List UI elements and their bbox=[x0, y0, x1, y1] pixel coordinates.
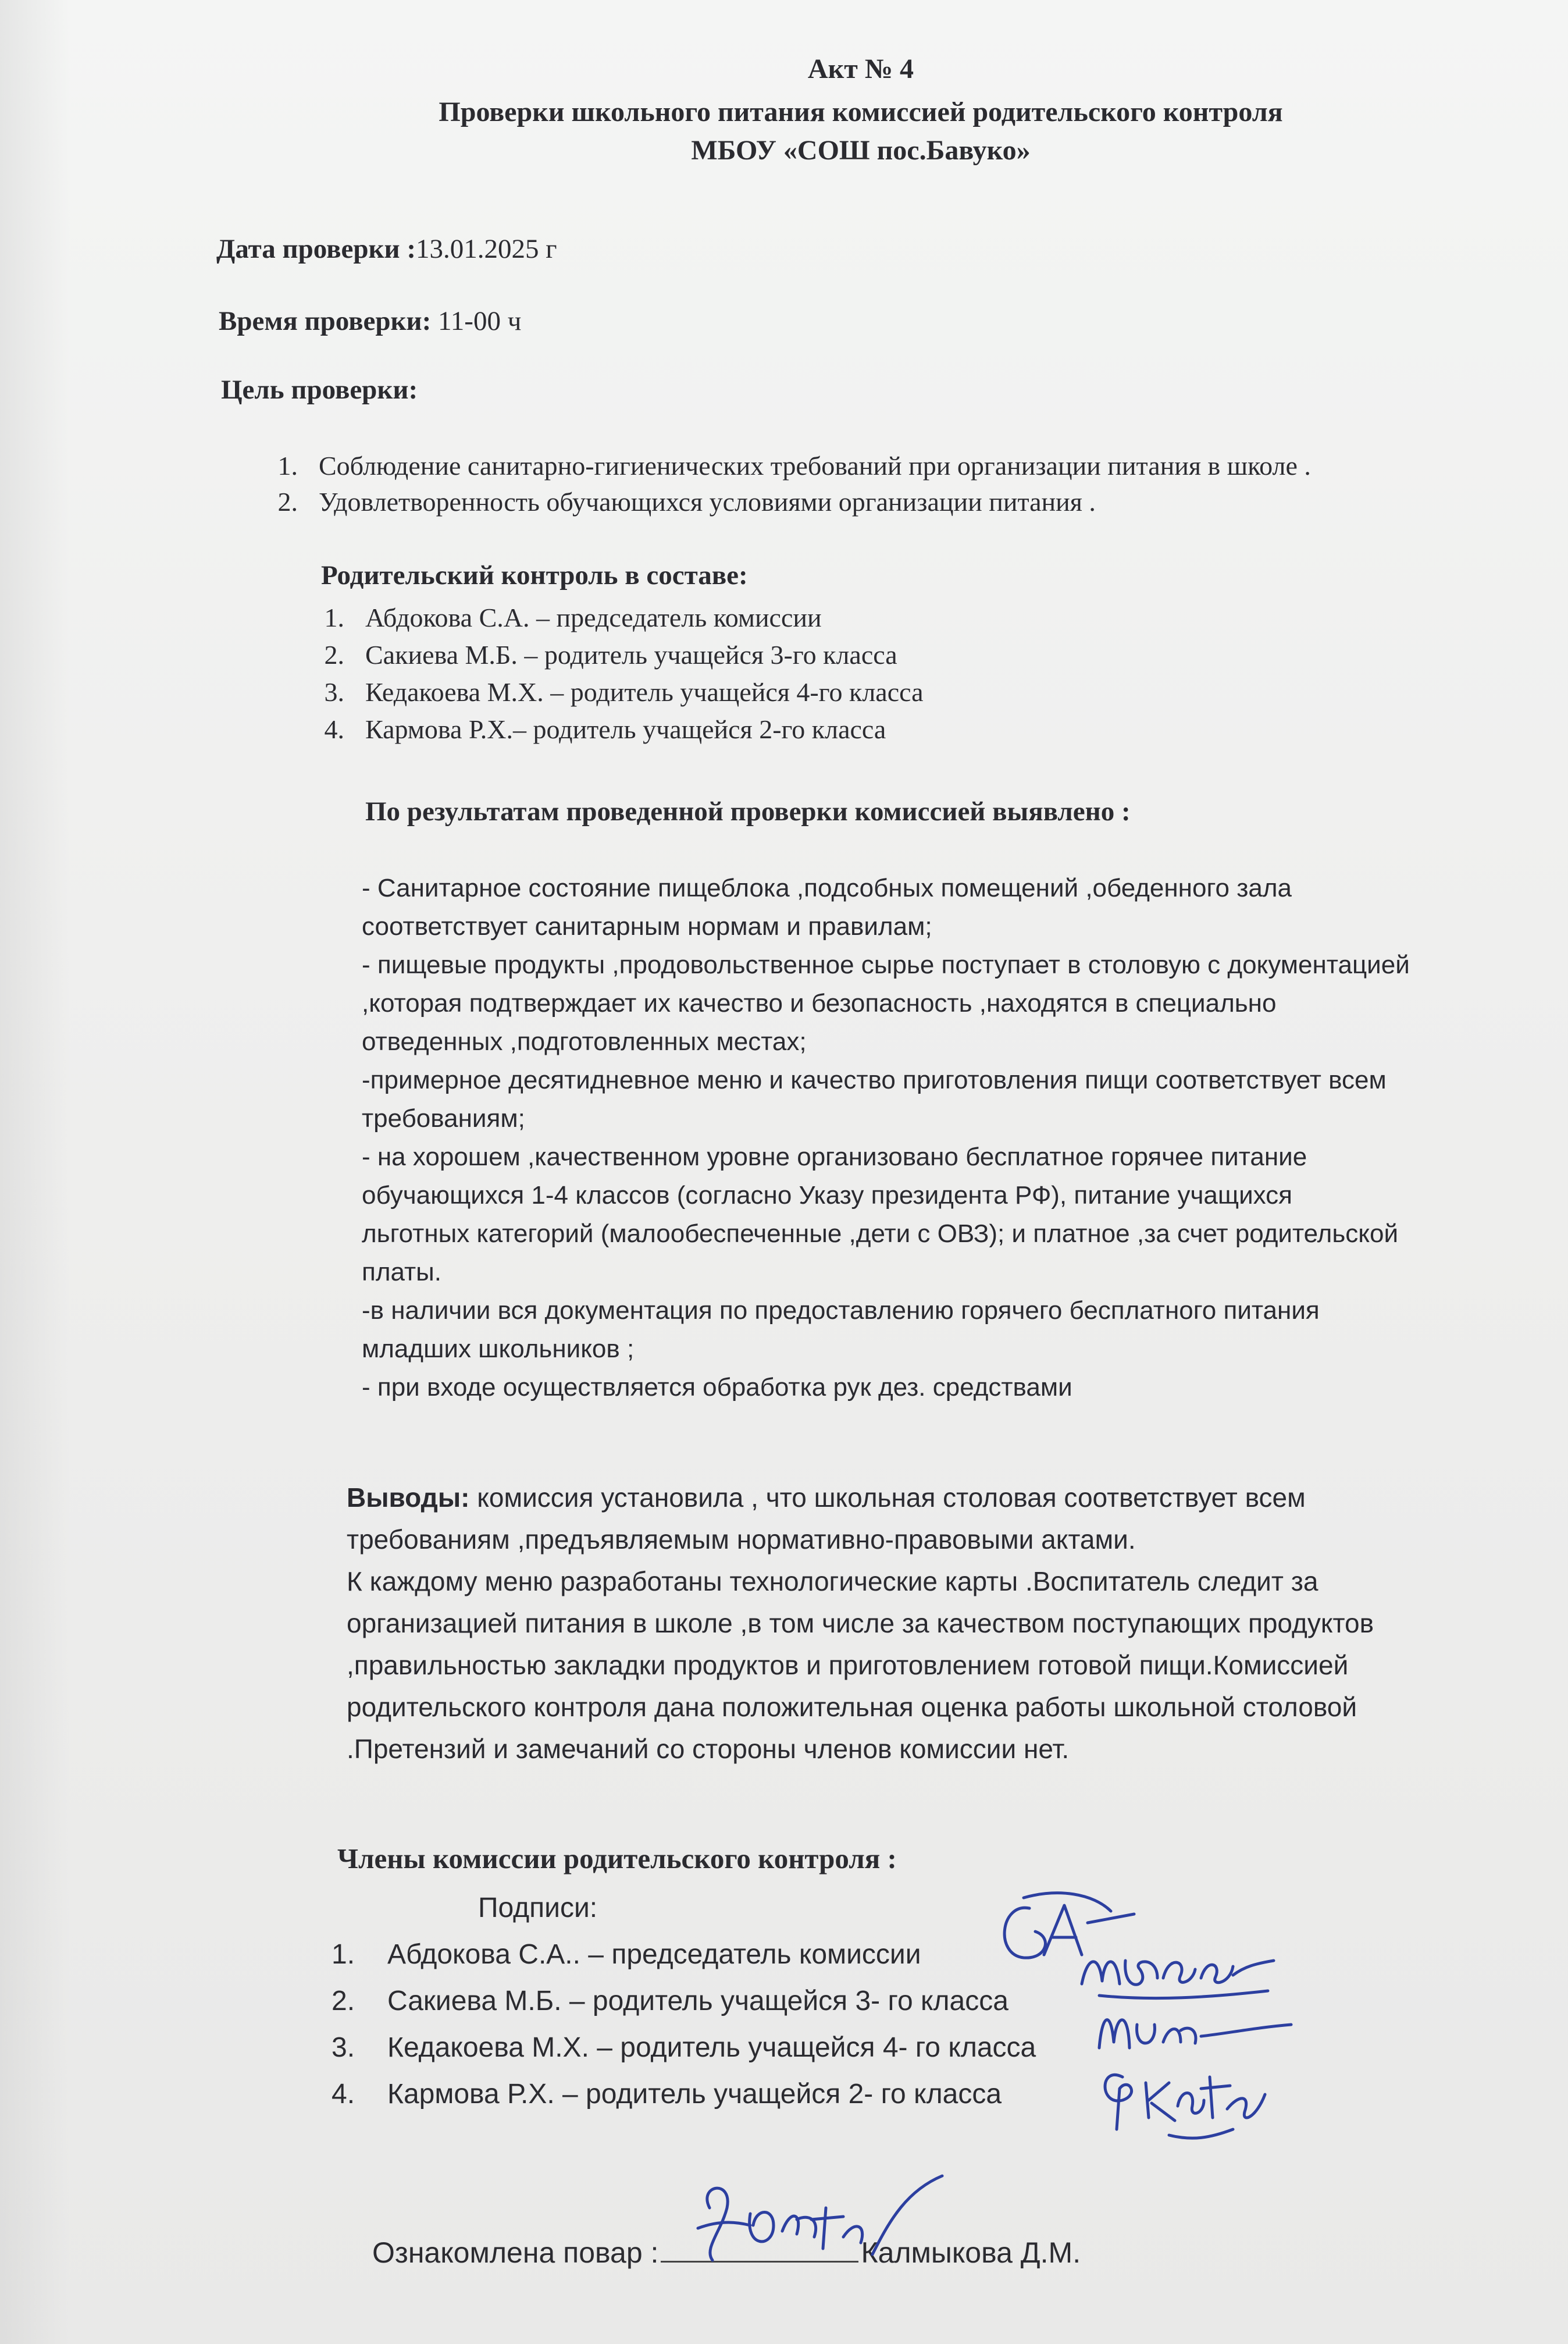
signatures-list bbox=[332, 1932, 1036, 2118]
act-subtitle: Проверки школьного питания комиссией родительского контроля bbox=[439, 97, 1283, 127]
signature-karmova-icon bbox=[1093, 2054, 1280, 2147]
goal-list bbox=[244, 448, 1311, 520]
act-title: Акт № 4 bbox=[807, 54, 914, 84]
committee-list bbox=[291, 599, 924, 748]
date-value: 13.01.2025 г bbox=[416, 234, 557, 264]
date-field bbox=[216, 232, 557, 266]
list-item: 3. Кедакоева М.Х. – родитель учащейся 4-го класса bbox=[324, 677, 924, 707]
time-field bbox=[219, 304, 521, 339]
cook-name: Калмыкова Д.М. bbox=[861, 2236, 1081, 2269]
conclusions-label: Выводы: bbox=[347, 1482, 470, 1513]
signatures-subheading: Подписи: bbox=[478, 1893, 598, 1923]
results-text: - Санитарное состояние пищеблока ,подсобных помещений ,обеденного зала соответствует санитарным нормам и правилам; - пищевые продукты ,продовольственное сырье поступает в столовую с документацией ,которая подтверждает их качество и безопасность ,находятся в специально отведенных ,подготовленных местах; -примерное десятидневное меню и качество приготовления пищи соответствует всем требованиям; - на хорошем ,качественном уровне организовано бесплатное горячее питание обучающихся 1-4 классов (согласно Указу президента РФ), питание учащихся льготных категорий (малообеспеченные ,дети с ОВЗ); и платное ,за счет родительской платы. -в наличии вся документация по предоставлению горячего бесплатного питания младших школьников ; - при входе осуществляется обработка рук дез. средствами bbox=[362, 874, 1410, 1402]
list-item: 2. Сакиева М.Б. – родитель учащейся 3- го класса bbox=[332, 1986, 1008, 2016]
date-label: Дата проверки : bbox=[216, 234, 416, 264]
goal-label: Цель проверки: bbox=[221, 375, 418, 405]
list-item: 1. Соблюдение санитарно-гигиенических требований при организации питания в школе . bbox=[277, 451, 1311, 481]
signature-sakieva-icon bbox=[1076, 1943, 1285, 2007]
conclusions-text: Выводы: комиссия установила , что школьная столовая соответствует всем требованиям ,предъявляемым нормативно-правовыми актами. К каждому меню разработаны технологические карты .Воспитатель следит за организацией питания в школе ,в том числе за качеством поступающих продуктов ,правильностью закладки продуктов и приготовлением готовой пищи.Комиссией родительского контроля дана положительная оценка работы школьной столовой .Претензий и замечаний со стороны членов комиссии нет. bbox=[347, 1482, 1374, 1764]
school-name: МБОУ «СОШ пос.Бавуко» bbox=[691, 135, 1031, 166]
committee-label: Родительский контроль в составе: bbox=[321, 560, 748, 591]
list-item: 1. Абдокова С.А.. – председатель комиссии bbox=[332, 1939, 921, 1970]
acknowledged-label: Ознакомлена повар : bbox=[372, 2236, 659, 2269]
list-item: 4. Кармова Р.Х. – родитель учащейся 2- го класса bbox=[332, 2079, 1002, 2110]
list-item: 4. Кармова Р.Х.– родитель учащейся 2-го класса bbox=[324, 714, 886, 744]
list-item: 1. Абдокова С.А. – председатель комиссии bbox=[324, 603, 822, 632]
signatures-heading: Члены комиссии родительского контроля : bbox=[337, 1843, 897, 1875]
time-value: 11-00 ч bbox=[431, 306, 522, 336]
list-item: 3. Кедакоева М.Х. – родитель учащейся 4- го класса bbox=[332, 2032, 1036, 2063]
list-item: 2. Сакиева М.Б. – родитель учащейся 3-го класса bbox=[324, 640, 897, 670]
time-label: Время проверки: bbox=[219, 306, 432, 336]
list-item: 2. Удовлетворенность обучающихся условиями организации питания . bbox=[277, 487, 1096, 517]
signature-cook-icon bbox=[686, 2173, 954, 2272]
results-heading: По результатам проведенной проверки комиссией выявлено : bbox=[365, 796, 1131, 827]
